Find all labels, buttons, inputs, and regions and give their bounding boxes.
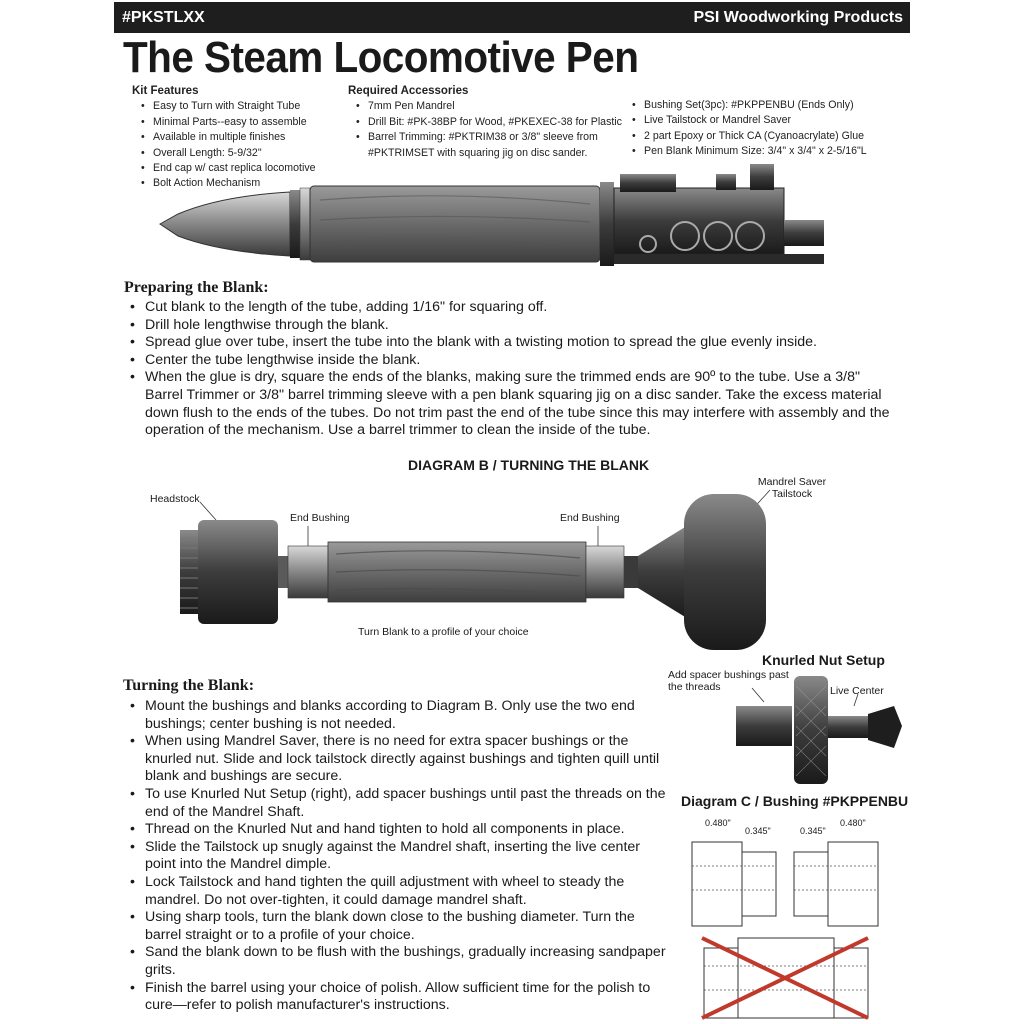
kit-feature-item: • End cap w/ cast replica locomotive <box>153 161 316 176</box>
locomotive-cap <box>614 164 824 264</box>
bushing-small-left <box>742 852 776 916</box>
list-item: • Thread on the Knurled Nut and hand tighten to hold all components in place. <box>130 821 670 839</box>
kit-features-heading: Kit Features <box>132 85 199 97</box>
sku-label: #PKSTLXX <box>122 8 205 26</box>
bushing-small-right <box>794 852 828 916</box>
pen-end-ring <box>600 182 614 266</box>
spacer-label-line1: Add spacer bushings past <box>668 669 789 681</box>
kit-feature-item: • Available in multiple finishes <box>153 130 316 145</box>
turning-steps <box>130 698 670 1015</box>
pen-nose-ring <box>290 190 300 258</box>
headstock-body <box>198 520 278 624</box>
accessory-item: • Drill Bit: #PK-38BP for Wood, #PKEXEC-38 for Plastic <box>368 115 638 130</box>
mandrel-saver-body <box>684 494 766 650</box>
list-item: • When the glue is dry, square the ends of the blanks, making sure the trimmed ends are 90º to the tube. Use a 3/8" Barrel Trimmer or 3/8" barrel trimming sleeve with a pen blank squaring jig on a disc sander. Take the excess material down flush to the ends of the tubes. Do not trim past the end of the tube since this may interfere with assembly and the operation of the mechanism. Use a barrel trimmer to clean the inside of the tube. <box>130 369 900 439</box>
dim-d-label: 0.480" <box>840 818 866 828</box>
list-item: • Slide the Tailstock up snugly against the Mandrel shaft, inserting the live center point into the Mandrel dimple. <box>130 839 670 874</box>
required-accessories-heading: Required Accessories <box>348 85 469 97</box>
live-center-label: Live Center <box>830 685 884 697</box>
pen-tip <box>160 192 290 256</box>
headstock-thread <box>180 530 198 614</box>
accessory-item: • Live Tailstock or Mandrel Saver <box>644 113 900 128</box>
knurled-nut <box>794 676 828 784</box>
accessory-item: • Pen Blank Minimum Size: 3/4" x 3/4" x 2-5/16"L <box>644 144 900 159</box>
headstock-label: Headstock <box>150 493 200 505</box>
diagram-b-title: DIAGRAM B / TURNING THE BLANK <box>408 457 650 473</box>
mandrel-saver-cone <box>638 524 690 620</box>
list-item: • To use Knurled Nut Setup (right), add spacer bushings until past the threads on the end of the Mandrel Shaft. <box>130 786 670 821</box>
knurled-title: Knurled Nut Setup <box>762 652 885 668</box>
bushing-large-right <box>828 842 878 926</box>
kit-feature-item: • Minimal Parts--easy to assemble <box>153 115 316 130</box>
required-accessories <box>348 84 638 161</box>
diagram-b-illustration <box>180 490 780 655</box>
turn-blank-caption: Turn Blank to a profile of your choice <box>358 626 529 638</box>
accessories-col3 <box>630 84 900 160</box>
pen-center-band <box>300 188 310 260</box>
bushing-large-left <box>692 842 742 926</box>
dim-b-label: 0.345" <box>745 826 771 836</box>
mandrel-shaft-right <box>624 556 638 588</box>
dim-c-label: 0.345" <box>800 826 826 836</box>
accessory-item: • Barrel Trimming: #PKTRIM38 or 3/8" sleeve from #PKTRIMSET with squaring jig on disc sander. <box>368 130 638 161</box>
list-item: • Cut blank to the length of the tube, adding 1/16" for squaring off. <box>130 299 900 317</box>
diagram-c-title: Diagram C / Bushing #PKPPENBU <box>681 793 909 809</box>
kit-feature-item: • Overall Length: 5-9/32" <box>153 146 316 161</box>
spacer-label-line2: the threads <box>668 681 721 693</box>
list-item: • Spread glue over tube, insert the tube into the blank with a twisting motion to spread the glue evenly inside. <box>130 334 900 352</box>
end-bushing-left <box>288 546 328 598</box>
end-bushing-left-label: End Bushing <box>290 512 350 524</box>
turning-heading: Turning the Blank: <box>123 677 255 694</box>
preparing-heading: Preparing the Blank: <box>124 279 269 296</box>
accessory-item: • 7mm Pen Mandrel <box>368 99 638 114</box>
preparing-steps <box>130 299 900 440</box>
knurled-nut-illustration <box>734 676 904 786</box>
kit-feature-item: • Easy to Turn with Straight Tube <box>153 99 316 114</box>
list-item: • Finish the barrel using your choice of polish. Allow sufficient time for the polish to cure—refer to polish manufacturer's instructions. <box>130 980 670 1015</box>
accessory-item: • 2 part Epoxy or Thick CA (Cyanoacrylate) Glue <box>644 129 900 144</box>
header-bar <box>114 2 910 33</box>
center-bushing-right <box>834 948 868 1018</box>
diagram-c-illustration <box>690 838 880 1020</box>
dim-a-label: 0.480" <box>705 818 731 828</box>
pen-illustration <box>150 160 850 290</box>
end-bushing-right <box>586 546 624 598</box>
list-item: • When using Mandrel Saver, there is no need for extra spacer bushings or the knurled nut. Slide and lock tailstock directly against bushings and tighten quill until blank and bushings are secure. <box>130 733 670 786</box>
list-item: • Sand the blank down to be flush with the bushings, gradually increasing sandpaper grits. <box>130 944 670 979</box>
brand-label: PSI Woodworking Products <box>693 8 903 26</box>
mandrel-saver-line2: Tailstock <box>771 488 813 500</box>
knurled-thread <box>828 716 868 738</box>
kit-feature-item: • Bolt Action Mechanism <box>153 176 316 191</box>
accessory-item: • Bushing Set(3pc): #PKPPENBU (Ends Only) <box>644 98 900 113</box>
list-item: • Using sharp tools, turn the blank down close to the bushing diameter. Turn the barrel straight or to a profile of your choice. <box>130 909 670 944</box>
live-center-point <box>868 706 902 748</box>
list-item: • Center the tube lengthwise inside the blank. <box>130 352 900 370</box>
list-item: • Drill hole lengthwise through the blank. <box>130 317 900 335</box>
list-item: • Mount the bushings and blanks according to Diagram B. Only use the two end bushings; center bushing is not needed. <box>130 698 670 733</box>
list-item: • Lock Tailstock and hand tighten the quill adjustment with wheel to steady the mandrel. Do not over-tighten, it could damage mandrel shaft. <box>130 874 670 909</box>
page-title: The Steam Locomotive Pen <box>123 33 639 82</box>
knurled-spacer <box>736 706 792 746</box>
mandrel-shaft-left <box>278 556 288 588</box>
end-bushing-right-label: End Bushing <box>560 512 620 524</box>
mandrel-saver-line1: Mandrel Saver <box>757 476 827 488</box>
